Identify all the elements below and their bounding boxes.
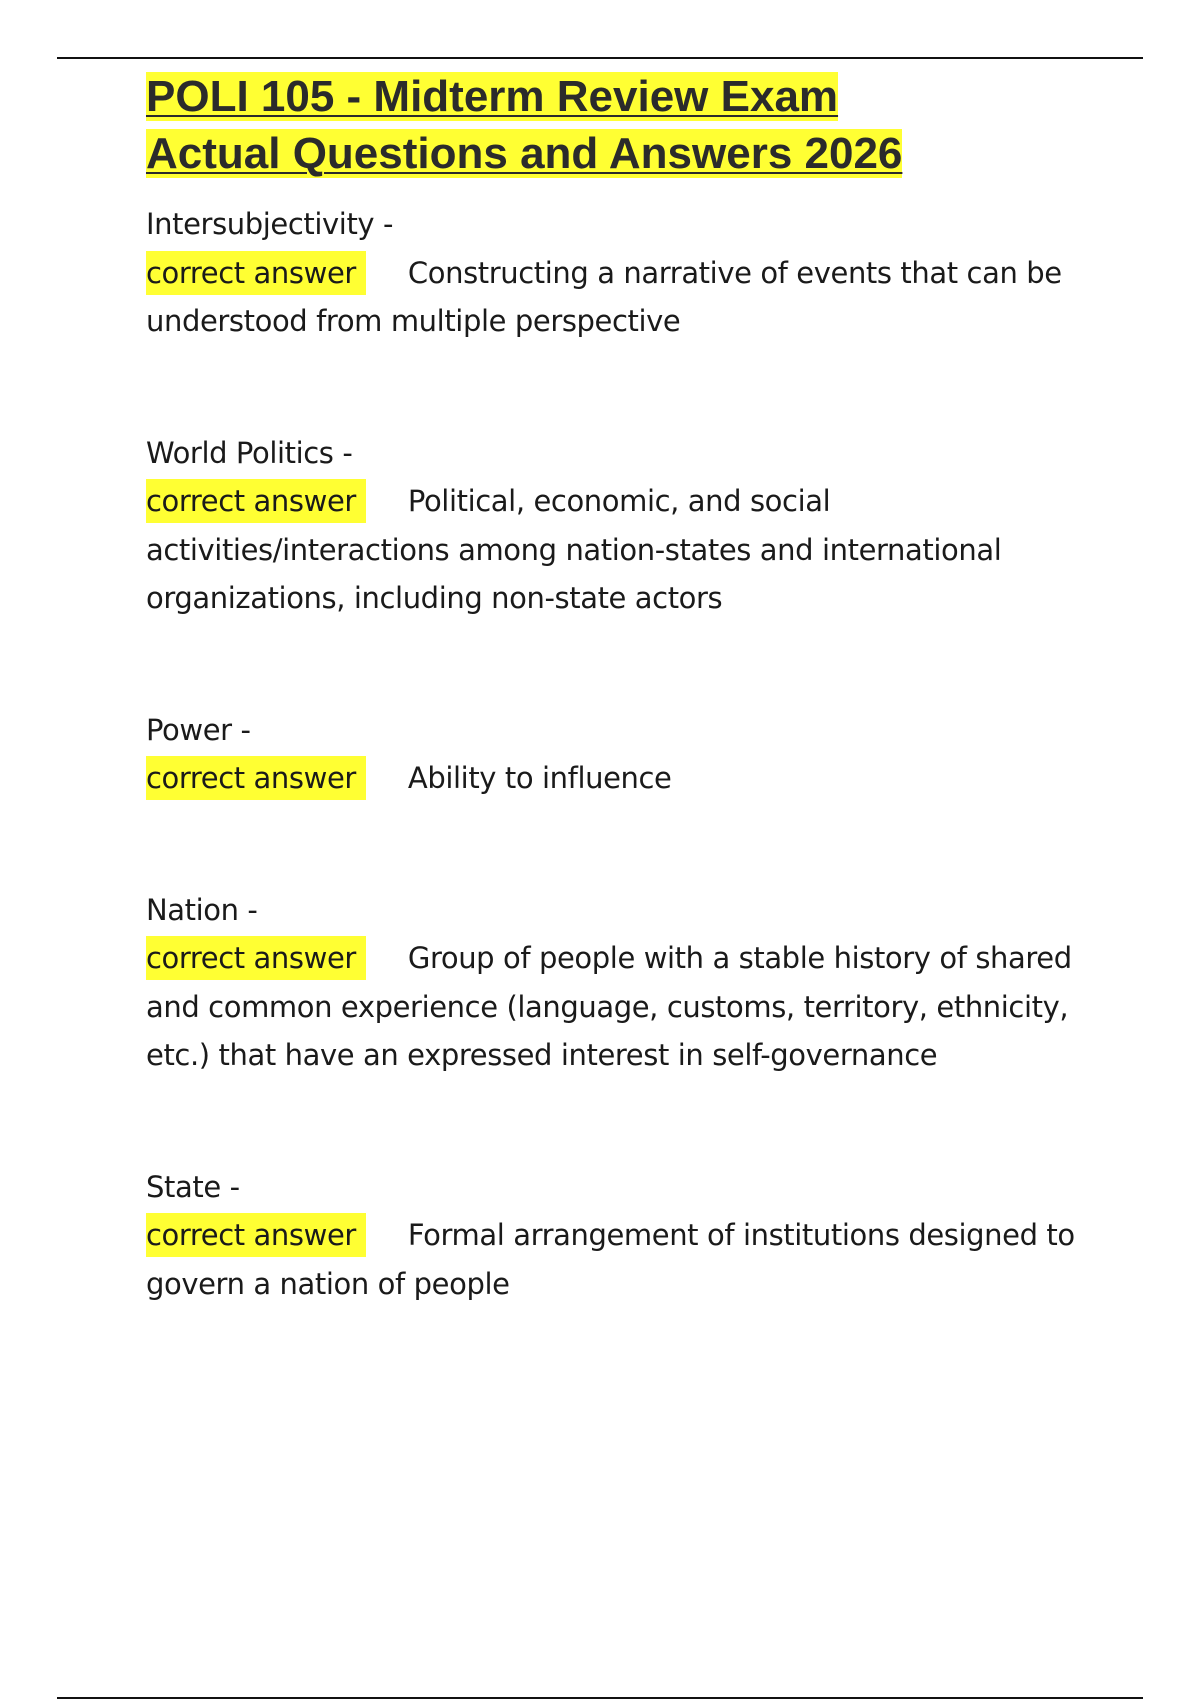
top-rule xyxy=(57,57,1143,59)
qa-term: Nation - xyxy=(146,892,258,927)
qa-answer-line xyxy=(146,477,1106,623)
qa-answer: Group of people with a stable history of shared and common experience (language, customs, territory, ethnicity, etc.) that have an expressed interest in self-governance xyxy=(146,941,1072,1072)
qa-term: Power - xyxy=(146,712,251,747)
qa-item-world-politics xyxy=(146,429,1106,623)
qa-item-state xyxy=(146,1163,1106,1309)
qa-term: State - xyxy=(146,1169,240,1204)
correct-answer-tag: correct answer xyxy=(146,756,366,800)
qa-answer-line xyxy=(146,1211,1106,1308)
document-title xyxy=(146,68,1106,182)
correct-answer-tag: correct answer xyxy=(146,479,366,523)
qa-answer: Formal arrangement of institutions designed to govern a nation of people xyxy=(146,1218,1075,1301)
document-body xyxy=(146,68,1106,1308)
correct-answer-tag: correct answer xyxy=(146,251,366,295)
qa-answer-line xyxy=(146,934,1106,1080)
qa-term: Intersubjectivity - xyxy=(146,207,394,241)
bottom-rule xyxy=(57,1697,1143,1699)
qa-answer: Constructing a narrative of events that can be understood from multiple perspective xyxy=(146,255,1062,338)
qa-answer-line xyxy=(146,249,1106,346)
qa-term: World Politics - xyxy=(146,435,353,470)
title-line-1: POLI 105 - Midterm Review Exam xyxy=(146,72,839,121)
correct-answer-tag: correct answer xyxy=(146,1213,366,1257)
qa-item-intersubjectivity xyxy=(146,200,1106,346)
qa-answer: Political, economic, and social activities/interactions among nation-states and international organizations, including non-state actors xyxy=(146,484,1002,615)
qa-item-power xyxy=(146,706,1106,803)
title-line-2: Actual Questions and Answers 2026 xyxy=(146,129,903,178)
correct-answer-tag: correct answer xyxy=(146,936,366,980)
qa-answer: Ability to influence xyxy=(407,761,672,795)
qa-item-nation xyxy=(146,886,1106,1080)
qa-answer-line xyxy=(146,754,1106,803)
